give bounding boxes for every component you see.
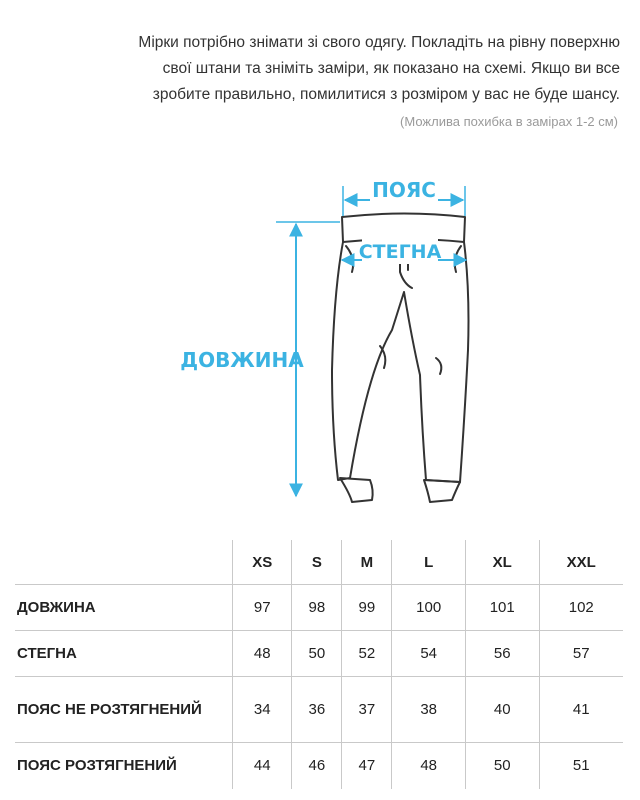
table-cell: 40 bbox=[465, 677, 539, 743]
tolerance-note: (Можлива похибка в замірах 1-2 см) bbox=[400, 114, 618, 129]
hips-label: СТЕГНА bbox=[358, 241, 442, 263]
table-row bbox=[15, 677, 623, 743]
table-row bbox=[15, 631, 623, 677]
table-cell: 37 bbox=[342, 677, 392, 743]
table-cell: 56 bbox=[465, 631, 539, 677]
table-cell: 50 bbox=[292, 631, 342, 677]
table-cell: 38 bbox=[392, 677, 466, 743]
table-cell: 101 bbox=[465, 585, 539, 631]
row-label: ДОВЖИНА bbox=[15, 585, 233, 631]
size-table-corner bbox=[15, 540, 233, 585]
table-cell: 47 bbox=[342, 743, 392, 789]
table-cell: 48 bbox=[392, 743, 466, 789]
length-label: ДОВЖИНА bbox=[180, 348, 304, 372]
table-row bbox=[15, 743, 623, 789]
size-header: S bbox=[292, 540, 342, 585]
table-cell: 36 bbox=[292, 677, 342, 743]
table-cell: 41 bbox=[539, 677, 623, 743]
table-cell: 46 bbox=[292, 743, 342, 789]
intro-text bbox=[20, 30, 620, 108]
table-cell: 57 bbox=[539, 631, 623, 677]
table-cell: 34 bbox=[233, 677, 292, 743]
size-header: XS bbox=[233, 540, 292, 585]
pants-measurement-diagram bbox=[0, 160, 640, 520]
size-header: XXL bbox=[539, 540, 623, 585]
intro-line-1: Мірки потрібно знімати зі свого одягу. Покладіть на рівну поверхню bbox=[138, 34, 620, 51]
size-header: M bbox=[342, 540, 392, 585]
row-label: ПОЯС НЕ РОЗТЯГНЕНИЙ bbox=[15, 677, 233, 743]
table-cell: 48 bbox=[233, 631, 292, 677]
intro-line-3: зробите правильно, помилитися з розміром у вас не буде шансу. bbox=[152, 86, 620, 103]
size-header: XL bbox=[465, 540, 539, 585]
table-cell: 97 bbox=[233, 585, 292, 631]
size-table bbox=[15, 540, 623, 789]
table-cell: 99 bbox=[342, 585, 392, 631]
row-label: СТЕГНА bbox=[15, 631, 233, 677]
size-header: L bbox=[392, 540, 466, 585]
table-cell: 98 bbox=[292, 585, 342, 631]
table-cell: 52 bbox=[342, 631, 392, 677]
table-cell: 44 bbox=[233, 743, 292, 789]
row-label: ПОЯС РОЗТЯГНЕНИЙ bbox=[15, 743, 233, 789]
table-cell: 50 bbox=[465, 743, 539, 789]
intro-line-2: свої штани та зніміть заміри, як показано на схемі. Якщо ви все bbox=[162, 60, 620, 77]
table-cell: 51 bbox=[572, 757, 590, 775]
table-row bbox=[15, 585, 623, 631]
table-cell: 102 bbox=[539, 585, 623, 631]
waist-label: ПОЯС bbox=[372, 178, 436, 202]
table-cell: 100 bbox=[392, 585, 466, 631]
table-cell: 54 bbox=[392, 631, 466, 677]
